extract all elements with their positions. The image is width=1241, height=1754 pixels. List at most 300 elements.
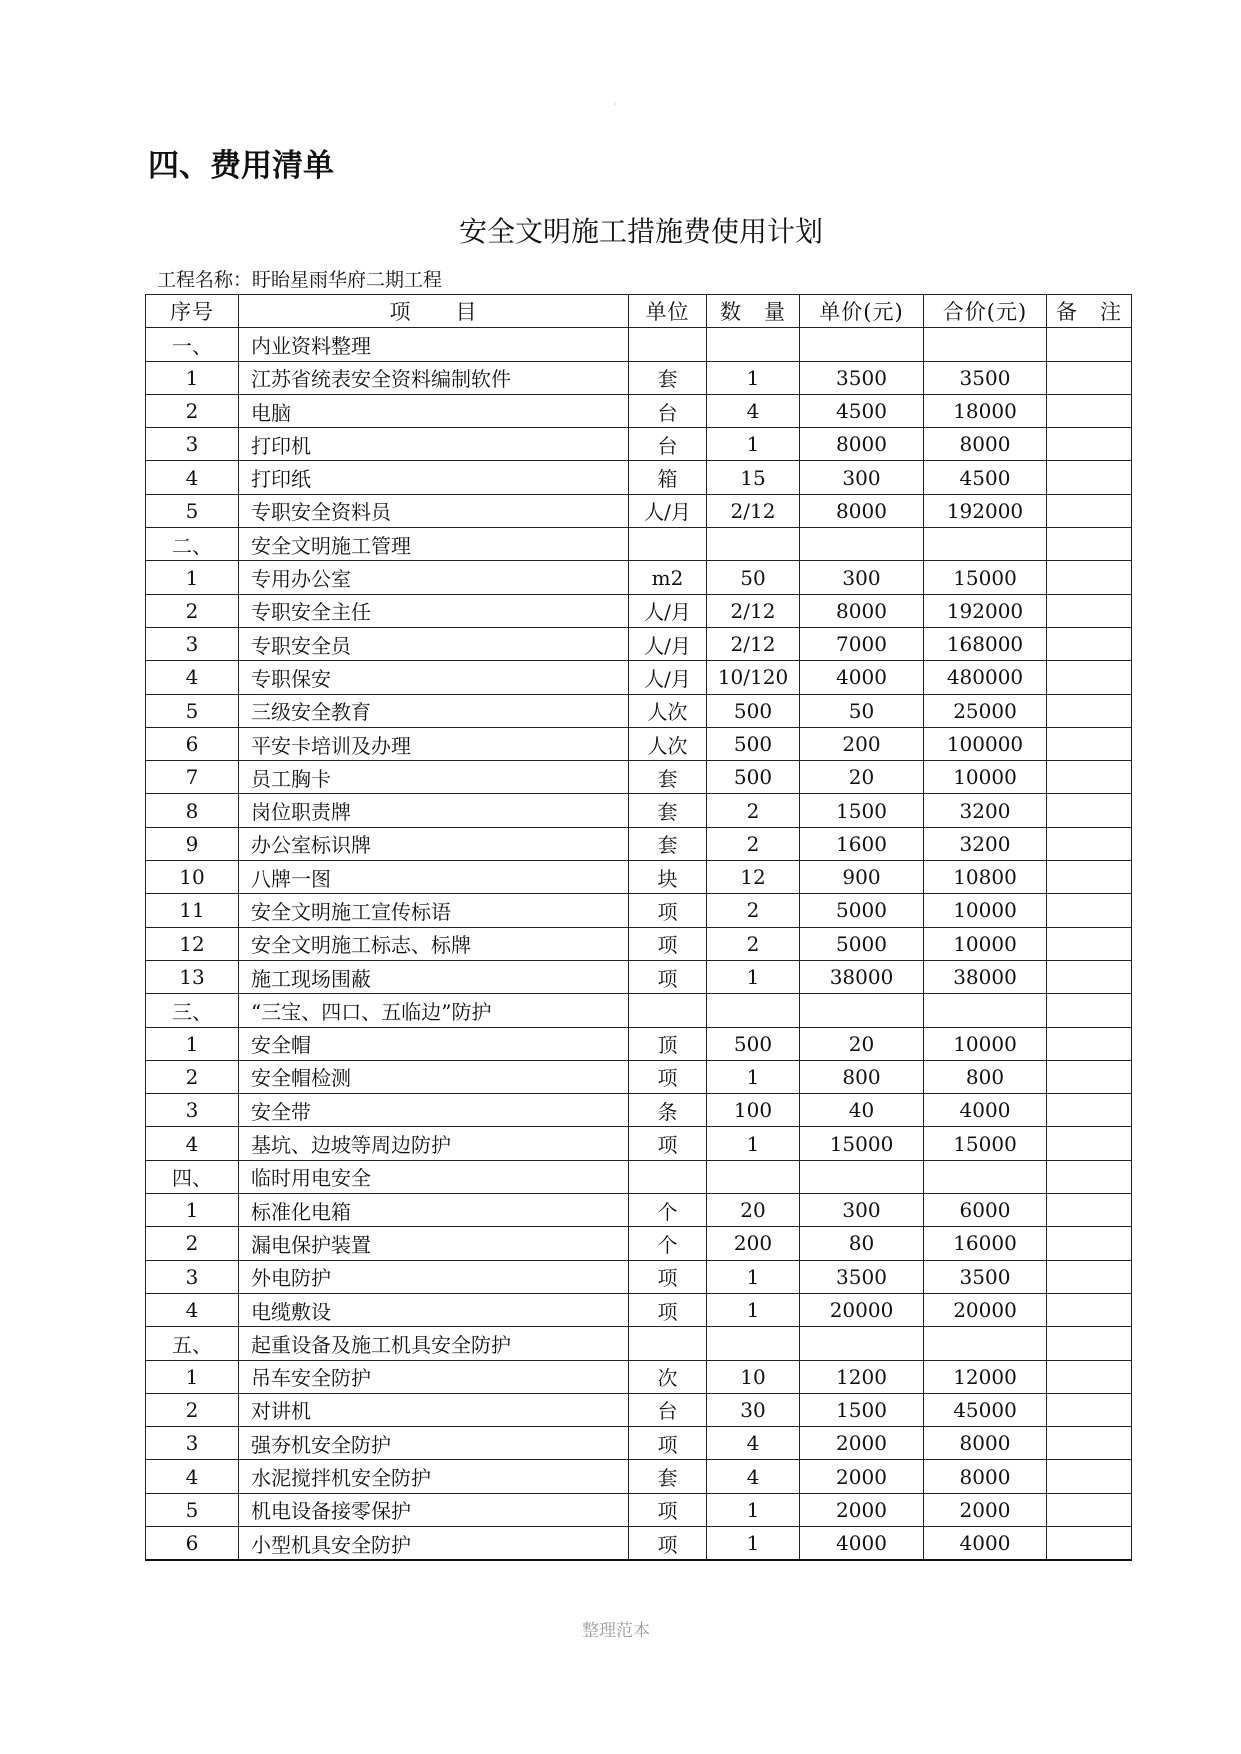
total-price-cell: 800: [924, 1060, 1047, 1093]
qty-cell: [707, 328, 800, 361]
unit-cell: 人/月: [629, 627, 707, 660]
seq-cell: 4: [146, 661, 239, 694]
remark-cell: [1047, 594, 1132, 627]
unit-price-cell: 8000: [800, 428, 924, 461]
table-row: [146, 1094, 1132, 1127]
total-price-cell: 2000: [924, 1493, 1047, 1526]
seq-cell: 1: [146, 1027, 239, 1060]
unit-price-cell: 40: [800, 1094, 924, 1127]
remark-cell: [1047, 960, 1132, 993]
unit-cell: 项: [629, 1060, 707, 1093]
total-price-cell: 10000: [924, 894, 1047, 927]
seq-cell: 3: [146, 1260, 239, 1293]
table-row: [146, 1060, 1132, 1093]
seq-cell: 3: [146, 627, 239, 660]
total-price-cell: 18000: [924, 394, 1047, 427]
total-price-cell: 15000: [924, 561, 1047, 594]
header-cell: 合价(元): [924, 295, 1047, 328]
table-header-row: [146, 295, 1132, 328]
table-row: [146, 1427, 1132, 1460]
unit-cell: 项: [629, 960, 707, 993]
unit-cell: 项: [629, 1260, 707, 1293]
table-row: [146, 1260, 1132, 1293]
remark-cell: [1047, 894, 1132, 927]
remark-cell: [1047, 694, 1132, 727]
qty-cell: 15: [707, 461, 800, 494]
qty-cell: 500: [707, 761, 800, 794]
item-cell: 专职安全员: [239, 627, 629, 660]
seq-cell: 1: [146, 561, 239, 594]
seq-cell: 11: [146, 894, 239, 927]
seq-cell: 13: [146, 960, 239, 993]
unit-price-cell: 900: [800, 861, 924, 894]
seq-cell: 4: [146, 1127, 239, 1160]
total-price-cell: 10000: [924, 761, 1047, 794]
seq-cell: 2: [146, 1227, 239, 1260]
table-row: [146, 1493, 1132, 1526]
unit-cell: 台: [629, 394, 707, 427]
item-cell: “三宝、四口、五临边”防护: [239, 994, 629, 1027]
unit-cell: 项: [629, 927, 707, 960]
qty-cell: 2: [707, 894, 800, 927]
unit-price-cell: 200: [800, 727, 924, 760]
unit-cell: 套: [629, 361, 707, 394]
seq-cell: 7: [146, 761, 239, 794]
total-price-cell: 100000: [924, 727, 1047, 760]
seq-cell: 2: [146, 594, 239, 627]
seq-cell: 8: [146, 794, 239, 827]
page-dot: ·: [614, 100, 617, 109]
table-row: [146, 428, 1132, 461]
table-row: [146, 1360, 1132, 1393]
item-cell: 水泥搅拌机安全防护: [239, 1460, 629, 1493]
unit-price-cell: [800, 1327, 924, 1360]
remark-cell: [1047, 1360, 1132, 1393]
total-price-cell: 3500: [924, 361, 1047, 394]
remark-cell: [1047, 927, 1132, 960]
unit-price-cell: 4000: [800, 661, 924, 694]
seq-cell: 5: [146, 494, 239, 527]
table-row: [146, 627, 1132, 660]
unit-price-cell: 20000: [800, 1293, 924, 1326]
unit-price-cell: 15000: [800, 1127, 924, 1160]
qty-cell: 10/120: [707, 661, 800, 694]
table-row: [146, 694, 1132, 727]
total-price-cell: 4500: [924, 461, 1047, 494]
remark-cell: [1047, 1027, 1132, 1060]
item-cell: 电缆敷设: [239, 1293, 629, 1326]
unit-cell: 人次: [629, 694, 707, 727]
remark-cell: [1047, 761, 1132, 794]
qty-cell: 200: [707, 1227, 800, 1260]
total-price-cell: [924, 328, 1047, 361]
item-cell: 小型机具安全防护: [239, 1526, 629, 1560]
seq-cell: 二、: [146, 528, 239, 561]
table-row: [146, 1127, 1132, 1160]
seq-cell: 3: [146, 1094, 239, 1127]
qty-cell: 100: [707, 1094, 800, 1127]
item-cell: 电脑: [239, 394, 629, 427]
qty-cell: 1: [707, 1260, 800, 1293]
unit-price-cell: [800, 1160, 924, 1193]
item-cell: 临时用电安全: [239, 1160, 629, 1193]
remark-cell: [1047, 1460, 1132, 1493]
section-heading: 四、费用清单: [148, 148, 334, 184]
table-row: [146, 994, 1132, 1027]
seq-cell: 五、: [146, 1327, 239, 1360]
unit-price-cell: 4000: [800, 1526, 924, 1560]
unit-price-cell: 20: [800, 761, 924, 794]
table-row: [146, 861, 1132, 894]
total-price-cell: 8000: [924, 1460, 1047, 1493]
unit-cell: 套: [629, 1460, 707, 1493]
unit-price-cell: 2000: [800, 1427, 924, 1460]
seq-cell: 3: [146, 1427, 239, 1460]
total-price-cell: [924, 994, 1047, 1027]
unit-price-cell: 8000: [800, 594, 924, 627]
table-row: [146, 960, 1132, 993]
remark-cell: [1047, 827, 1132, 860]
qty-cell: 1: [707, 1127, 800, 1160]
unit-price-cell: 38000: [800, 960, 924, 993]
qty-cell: 1: [707, 361, 800, 394]
item-cell: 安全文明施工管理: [239, 528, 629, 561]
unit-cell: [629, 328, 707, 361]
unit-price-cell: 1500: [800, 794, 924, 827]
total-price-cell: 4000: [924, 1094, 1047, 1127]
item-cell: 安全文明施工标志、标牌: [239, 927, 629, 960]
qty-cell: 1: [707, 960, 800, 993]
unit-cell: 个: [629, 1194, 707, 1227]
qty-cell: 2/12: [707, 627, 800, 660]
qty-cell: 12: [707, 861, 800, 894]
unit-price-cell: 800: [800, 1060, 924, 1093]
unit-price-cell: 80: [800, 1227, 924, 1260]
header-cell: 数 量: [707, 295, 800, 328]
header-cell: 单价(元): [800, 295, 924, 328]
total-price-cell: 480000: [924, 661, 1047, 694]
unit-price-cell: [800, 528, 924, 561]
qty-cell: 4: [707, 1460, 800, 1493]
total-price-cell: 6000: [924, 1194, 1047, 1227]
qty-cell: [707, 1327, 800, 1360]
item-cell: 专职保安: [239, 661, 629, 694]
table-row: [146, 1393, 1132, 1426]
unit-cell: 台: [629, 428, 707, 461]
unit-price-cell: 2000: [800, 1493, 924, 1526]
total-price-cell: 15000: [924, 1127, 1047, 1160]
qty-cell: 500: [707, 727, 800, 760]
seq-cell: 6: [146, 727, 239, 760]
project-name: 工程名称：盱眙星雨华府二期工程: [157, 269, 443, 291]
unit-price-cell: 7000: [800, 627, 924, 660]
unit-cell: 人/月: [629, 594, 707, 627]
unit-cell: 项: [629, 1427, 707, 1460]
seq-cell: 2: [146, 394, 239, 427]
qty-cell: 2: [707, 827, 800, 860]
total-price-cell: 10000: [924, 1027, 1047, 1060]
remark-cell: [1047, 394, 1132, 427]
document-title: 安全文明施工措施费使用计划: [458, 215, 823, 248]
total-price-cell: [924, 528, 1047, 561]
unit-cell: 条: [629, 1094, 707, 1127]
item-cell: 吊车安全防护: [239, 1360, 629, 1393]
unit-price-cell: 300: [800, 561, 924, 594]
table-row: [146, 328, 1132, 361]
total-price-cell: 16000: [924, 1227, 1047, 1260]
unit-price-cell: [800, 328, 924, 361]
total-price-cell: 10800: [924, 861, 1047, 894]
seq-cell: 12: [146, 927, 239, 960]
qty-cell: 4: [707, 394, 800, 427]
total-price-cell: [924, 1160, 1047, 1193]
unit-cell: 块: [629, 861, 707, 894]
qty-cell: [707, 1160, 800, 1193]
qty-cell: 2/12: [707, 494, 800, 527]
table-row: [146, 927, 1132, 960]
seq-cell: 10: [146, 861, 239, 894]
seq-cell: 一、: [146, 328, 239, 361]
remark-cell: [1047, 727, 1132, 760]
table-row: [146, 1227, 1132, 1260]
table-body: [146, 328, 1132, 1560]
seq-cell: 四、: [146, 1160, 239, 1193]
table-row: [146, 461, 1132, 494]
remark-cell: [1047, 861, 1132, 894]
remark-cell: [1047, 1427, 1132, 1460]
table-row: [146, 827, 1132, 860]
remark-cell: [1047, 1060, 1132, 1093]
unit-price-cell: 3500: [800, 361, 924, 394]
unit-price-cell: [800, 994, 924, 1027]
table-row: [146, 794, 1132, 827]
unit-cell: 人/月: [629, 661, 707, 694]
qty-cell: 1: [707, 1526, 800, 1560]
item-cell: 标准化电箱: [239, 1194, 629, 1227]
table-row: [146, 361, 1132, 394]
remark-cell: [1047, 528, 1132, 561]
total-price-cell: 20000: [924, 1293, 1047, 1326]
unit-price-cell: 300: [800, 461, 924, 494]
total-price-cell: 3500: [924, 1260, 1047, 1293]
unit-price-cell: 3500: [800, 1260, 924, 1293]
page-footer: 整理范本: [582, 1621, 650, 1641]
unit-cell: [629, 1160, 707, 1193]
total-price-cell: 38000: [924, 960, 1047, 993]
item-cell: 打印机: [239, 428, 629, 461]
table-row: [146, 494, 1132, 527]
remark-cell: [1047, 461, 1132, 494]
remark-cell: [1047, 1127, 1132, 1160]
cost-plan-table: [145, 294, 1132, 1561]
seq-cell: 5: [146, 1493, 239, 1526]
qty-cell: 10: [707, 1360, 800, 1393]
unit-cell: 项: [629, 894, 707, 927]
unit-cell: [629, 528, 707, 561]
seq-cell: 1: [146, 1360, 239, 1393]
remark-cell: [1047, 1260, 1132, 1293]
item-cell: 施工现场围蔽: [239, 960, 629, 993]
header-cell: 单位: [629, 295, 707, 328]
remark-cell: [1047, 494, 1132, 527]
unit-cell: [629, 1327, 707, 1360]
total-price-cell: 8000: [924, 428, 1047, 461]
unit-cell: 人次: [629, 727, 707, 760]
total-price-cell: 12000: [924, 1360, 1047, 1393]
seq-cell: 4: [146, 1460, 239, 1493]
table-row: [146, 727, 1132, 760]
item-cell: 八牌一图: [239, 861, 629, 894]
seq-cell: 2: [146, 1393, 239, 1426]
item-cell: 专职安全资料员: [239, 494, 629, 527]
seq-cell: 三、: [146, 994, 239, 1027]
qty-cell: 20: [707, 1194, 800, 1227]
qty-cell: 2/12: [707, 594, 800, 627]
table-row: [146, 1160, 1132, 1193]
unit-price-cell: 4500: [800, 394, 924, 427]
total-price-cell: 45000: [924, 1393, 1047, 1426]
table-row: [146, 1293, 1132, 1326]
unit-cell: 人/月: [629, 494, 707, 527]
qty-cell: [707, 994, 800, 1027]
qty-cell: 2: [707, 794, 800, 827]
qty-cell: 1: [707, 1293, 800, 1326]
unit-price-cell: 5000: [800, 894, 924, 927]
item-cell: 江苏省统表安全资料编制软件: [239, 361, 629, 394]
seq-cell: 4: [146, 1293, 239, 1326]
remark-cell: [1047, 1194, 1132, 1227]
header-cell: 序号: [146, 295, 239, 328]
unit-cell: 台: [629, 1393, 707, 1426]
unit-cell: 项: [629, 1293, 707, 1326]
table-row: [146, 1460, 1132, 1493]
item-cell: 机电设备接零保护: [239, 1493, 629, 1526]
total-price-cell: 3200: [924, 794, 1047, 827]
qty-cell: [707, 528, 800, 561]
table-row: [146, 894, 1132, 927]
table-row: [146, 561, 1132, 594]
item-cell: 员工胸卡: [239, 761, 629, 794]
unit-cell: 项: [629, 1526, 707, 1560]
remark-cell: [1047, 627, 1132, 660]
unit-price-cell: 1500: [800, 1393, 924, 1426]
seq-cell: 1: [146, 1194, 239, 1227]
table-row: [146, 1327, 1132, 1360]
qty-cell: 1: [707, 1493, 800, 1526]
item-cell: 专用办公室: [239, 561, 629, 594]
item-cell: 内业资料整理: [239, 328, 629, 361]
item-cell: 对讲机: [239, 1393, 629, 1426]
total-price-cell: 192000: [924, 494, 1047, 527]
unit-price-cell: 1200: [800, 1360, 924, 1393]
seq-cell: 5: [146, 694, 239, 727]
total-price-cell: 8000: [924, 1427, 1047, 1460]
table-row: [146, 394, 1132, 427]
total-price-cell: 3200: [924, 827, 1047, 860]
item-cell: 漏电保护装置: [239, 1227, 629, 1260]
header-cell: 项 目: [239, 295, 629, 328]
table-row: [146, 761, 1132, 794]
unit-price-cell: 8000: [800, 494, 924, 527]
remark-cell: [1047, 994, 1132, 1027]
qty-cell: 500: [707, 1027, 800, 1060]
item-cell: 打印纸: [239, 461, 629, 494]
unit-price-cell: 300: [800, 1194, 924, 1227]
seq-cell: 9: [146, 827, 239, 860]
remark-cell: [1047, 1493, 1132, 1526]
table-row: [146, 1194, 1132, 1227]
seq-cell: 3: [146, 428, 239, 461]
table-row: [146, 1027, 1132, 1060]
item-cell: 强夯机安全防护: [239, 1427, 629, 1460]
item-cell: 起重设备及施工机具安全防护: [239, 1327, 629, 1360]
seq-cell: 6: [146, 1526, 239, 1560]
qty-cell: 500: [707, 694, 800, 727]
total-price-cell: 168000: [924, 627, 1047, 660]
unit-price-cell: 20: [800, 1027, 924, 1060]
remark-cell: [1047, 561, 1132, 594]
unit-cell: 套: [629, 827, 707, 860]
remark-cell: [1047, 428, 1132, 461]
remark-cell: [1047, 1227, 1132, 1260]
remark-cell: [1047, 1327, 1132, 1360]
total-price-cell: 25000: [924, 694, 1047, 727]
item-cell: 安全带: [239, 1094, 629, 1127]
table-row: [146, 594, 1132, 627]
unit-cell: m2: [629, 561, 707, 594]
qty-cell: 1: [707, 1060, 800, 1093]
unit-price-cell: 1600: [800, 827, 924, 860]
remark-cell: [1047, 794, 1132, 827]
qty-cell: 1: [707, 428, 800, 461]
unit-cell: 项: [629, 1493, 707, 1526]
remark-cell: [1047, 361, 1132, 394]
unit-cell: 顶: [629, 1027, 707, 1060]
unit-cell: [629, 994, 707, 1027]
item-cell: 基坑、边坡等周边防护: [239, 1127, 629, 1160]
remark-cell: [1047, 1160, 1132, 1193]
total-price-cell: [924, 1327, 1047, 1360]
unit-cell: 项: [629, 1127, 707, 1160]
seq-cell: 2: [146, 1060, 239, 1093]
item-cell: 外电防护: [239, 1260, 629, 1293]
item-cell: 办公室标识牌: [239, 827, 629, 860]
remark-cell: [1047, 661, 1132, 694]
item-cell: 岗位职责牌: [239, 794, 629, 827]
unit-price-cell: 5000: [800, 927, 924, 960]
header-cell: 备 注: [1047, 295, 1132, 328]
item-cell: 安全帽: [239, 1027, 629, 1060]
remark-cell: [1047, 1393, 1132, 1426]
remark-cell: [1047, 1293, 1132, 1326]
table-row: [146, 528, 1132, 561]
total-price-cell: 192000: [924, 594, 1047, 627]
item-cell: 安全帽检测: [239, 1060, 629, 1093]
total-price-cell: 10000: [924, 927, 1047, 960]
qty-cell: 30: [707, 1393, 800, 1426]
unit-cell: 套: [629, 794, 707, 827]
unit-cell: 个: [629, 1227, 707, 1260]
qty-cell: 4: [707, 1427, 800, 1460]
unit-price-cell: 50: [800, 694, 924, 727]
item-cell: 安全文明施工宣传标语: [239, 894, 629, 927]
unit-cell: 套: [629, 761, 707, 794]
table-row: [146, 1526, 1132, 1560]
remark-cell: [1047, 1094, 1132, 1127]
table-row: [146, 661, 1132, 694]
unit-price-cell: 2000: [800, 1460, 924, 1493]
qty-cell: 2: [707, 927, 800, 960]
